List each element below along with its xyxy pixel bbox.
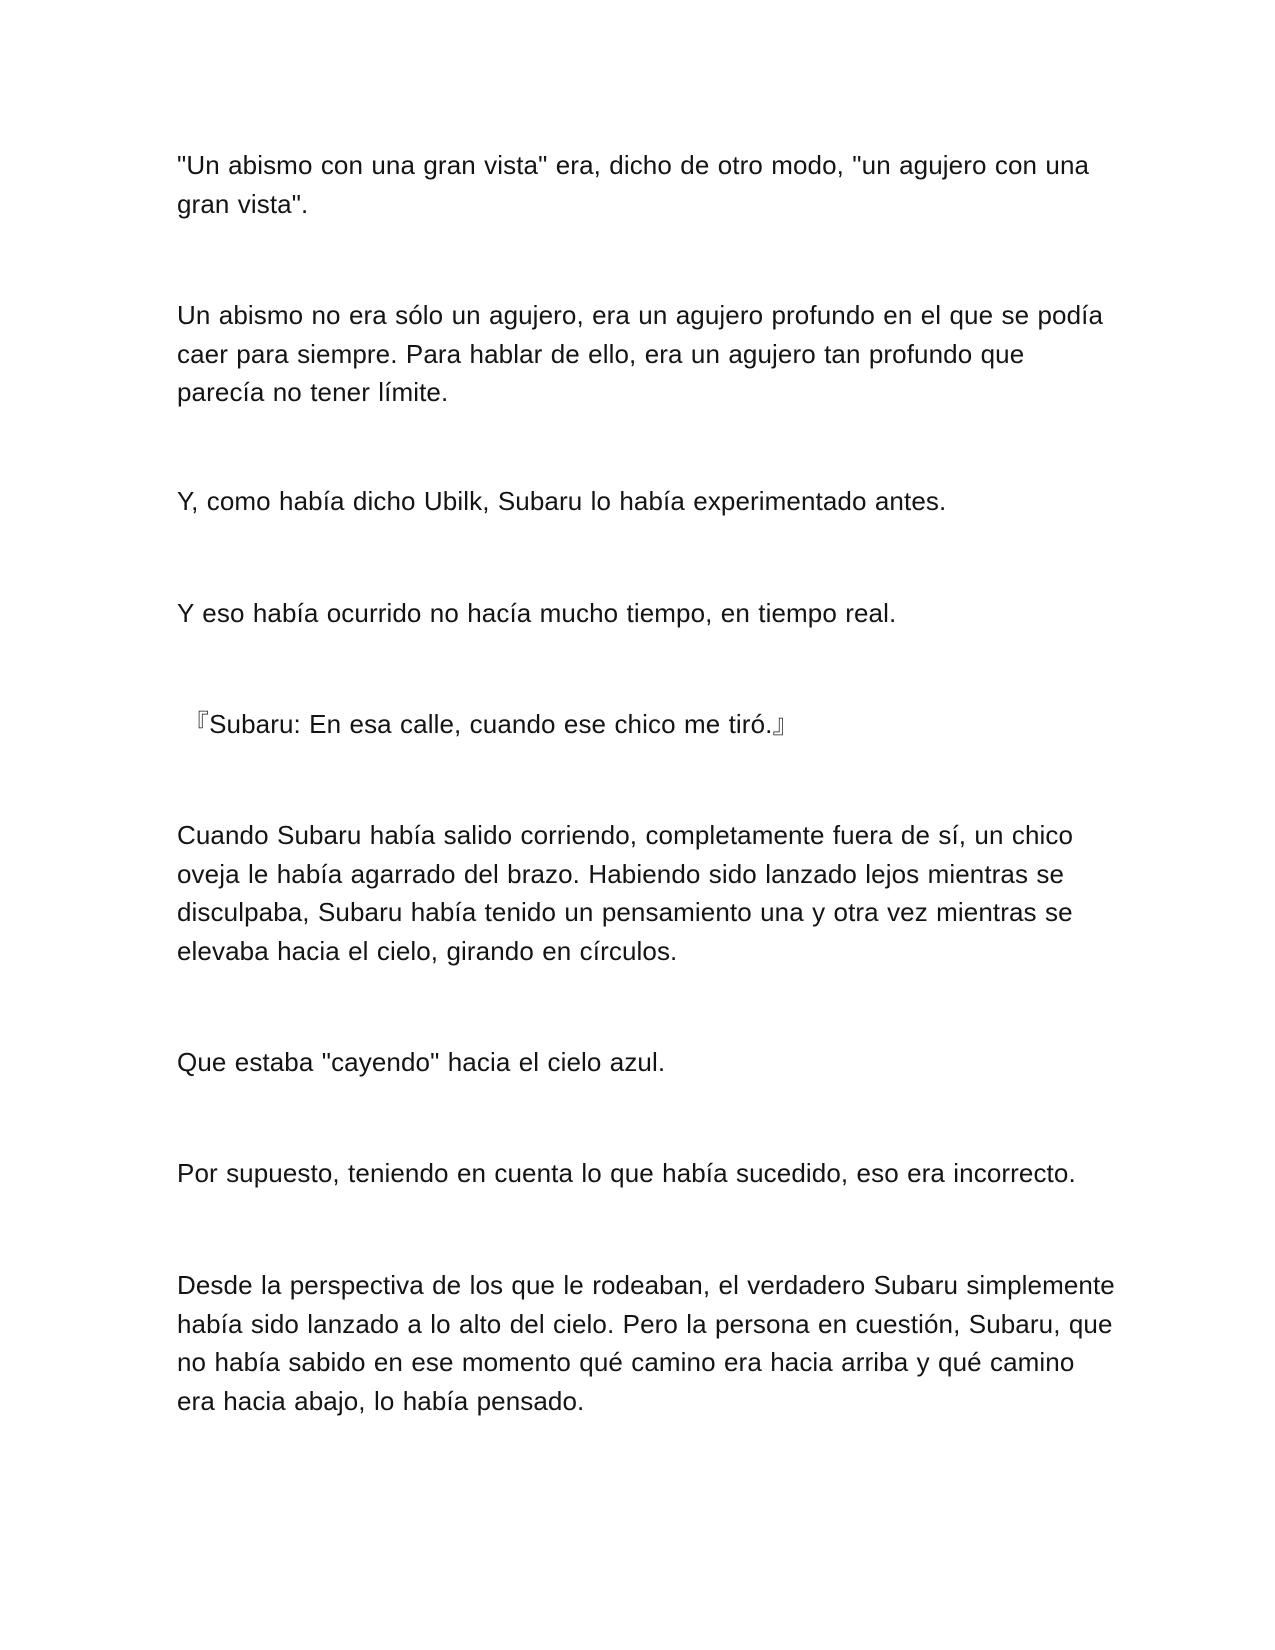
paragraph-3: Y, como había dicho Ubilk, Subaru lo había experimentado antes. <box>177 486 947 516</box>
paragraph-7: Que estaba "cayendo" hacia el cielo azul. <box>177 1047 666 1077</box>
paragraph-6: Cuando Subaru había salido corriendo, completamente fuera de sí, un chico oveja le había agarrado del brazo. Habiendo sido lanzado lejos mientras se disculpaba, Subaru había tenido un pensamiento una y otra vez mientras se elevaba hacia el cielo, girando en círculos. <box>177 820 1074 966</box>
paragraph-9: Desde la perspectiva de los que le rodeaban, el verdadero Subaru simplemente había sido lanzado a lo alto del cielo. Pero la persona en cuestión, Subaru, que no había sabido en ese momento qué camino era hacia arriba y qué camino era hacia abajo, lo había pensado. <box>177 1270 1115 1416</box>
paragraph-2: Un abismo no era sólo un agujero, era un agujero profundo en el que se podía caer para siempre. Para hablar de ello, era un agujero tan profundo que parecía no tener límite. <box>177 300 1104 407</box>
paragraph-1: "Un abismo con una gran vista" era, dicho de otro modo, "un agujero con una gran vista". <box>177 150 1090 219</box>
dialogue-line: 『Subaru: En esa calle, cuando ese chico me tiró.』 <box>183 709 799 739</box>
paragraph-4: Y eso había ocurrido no hacía mucho tiempo, en tiempo real. <box>177 598 897 628</box>
paragraph-8: Por supuesto, teniendo en cuenta lo que había sucedido, eso era incorrecto. <box>177 1158 1076 1188</box>
